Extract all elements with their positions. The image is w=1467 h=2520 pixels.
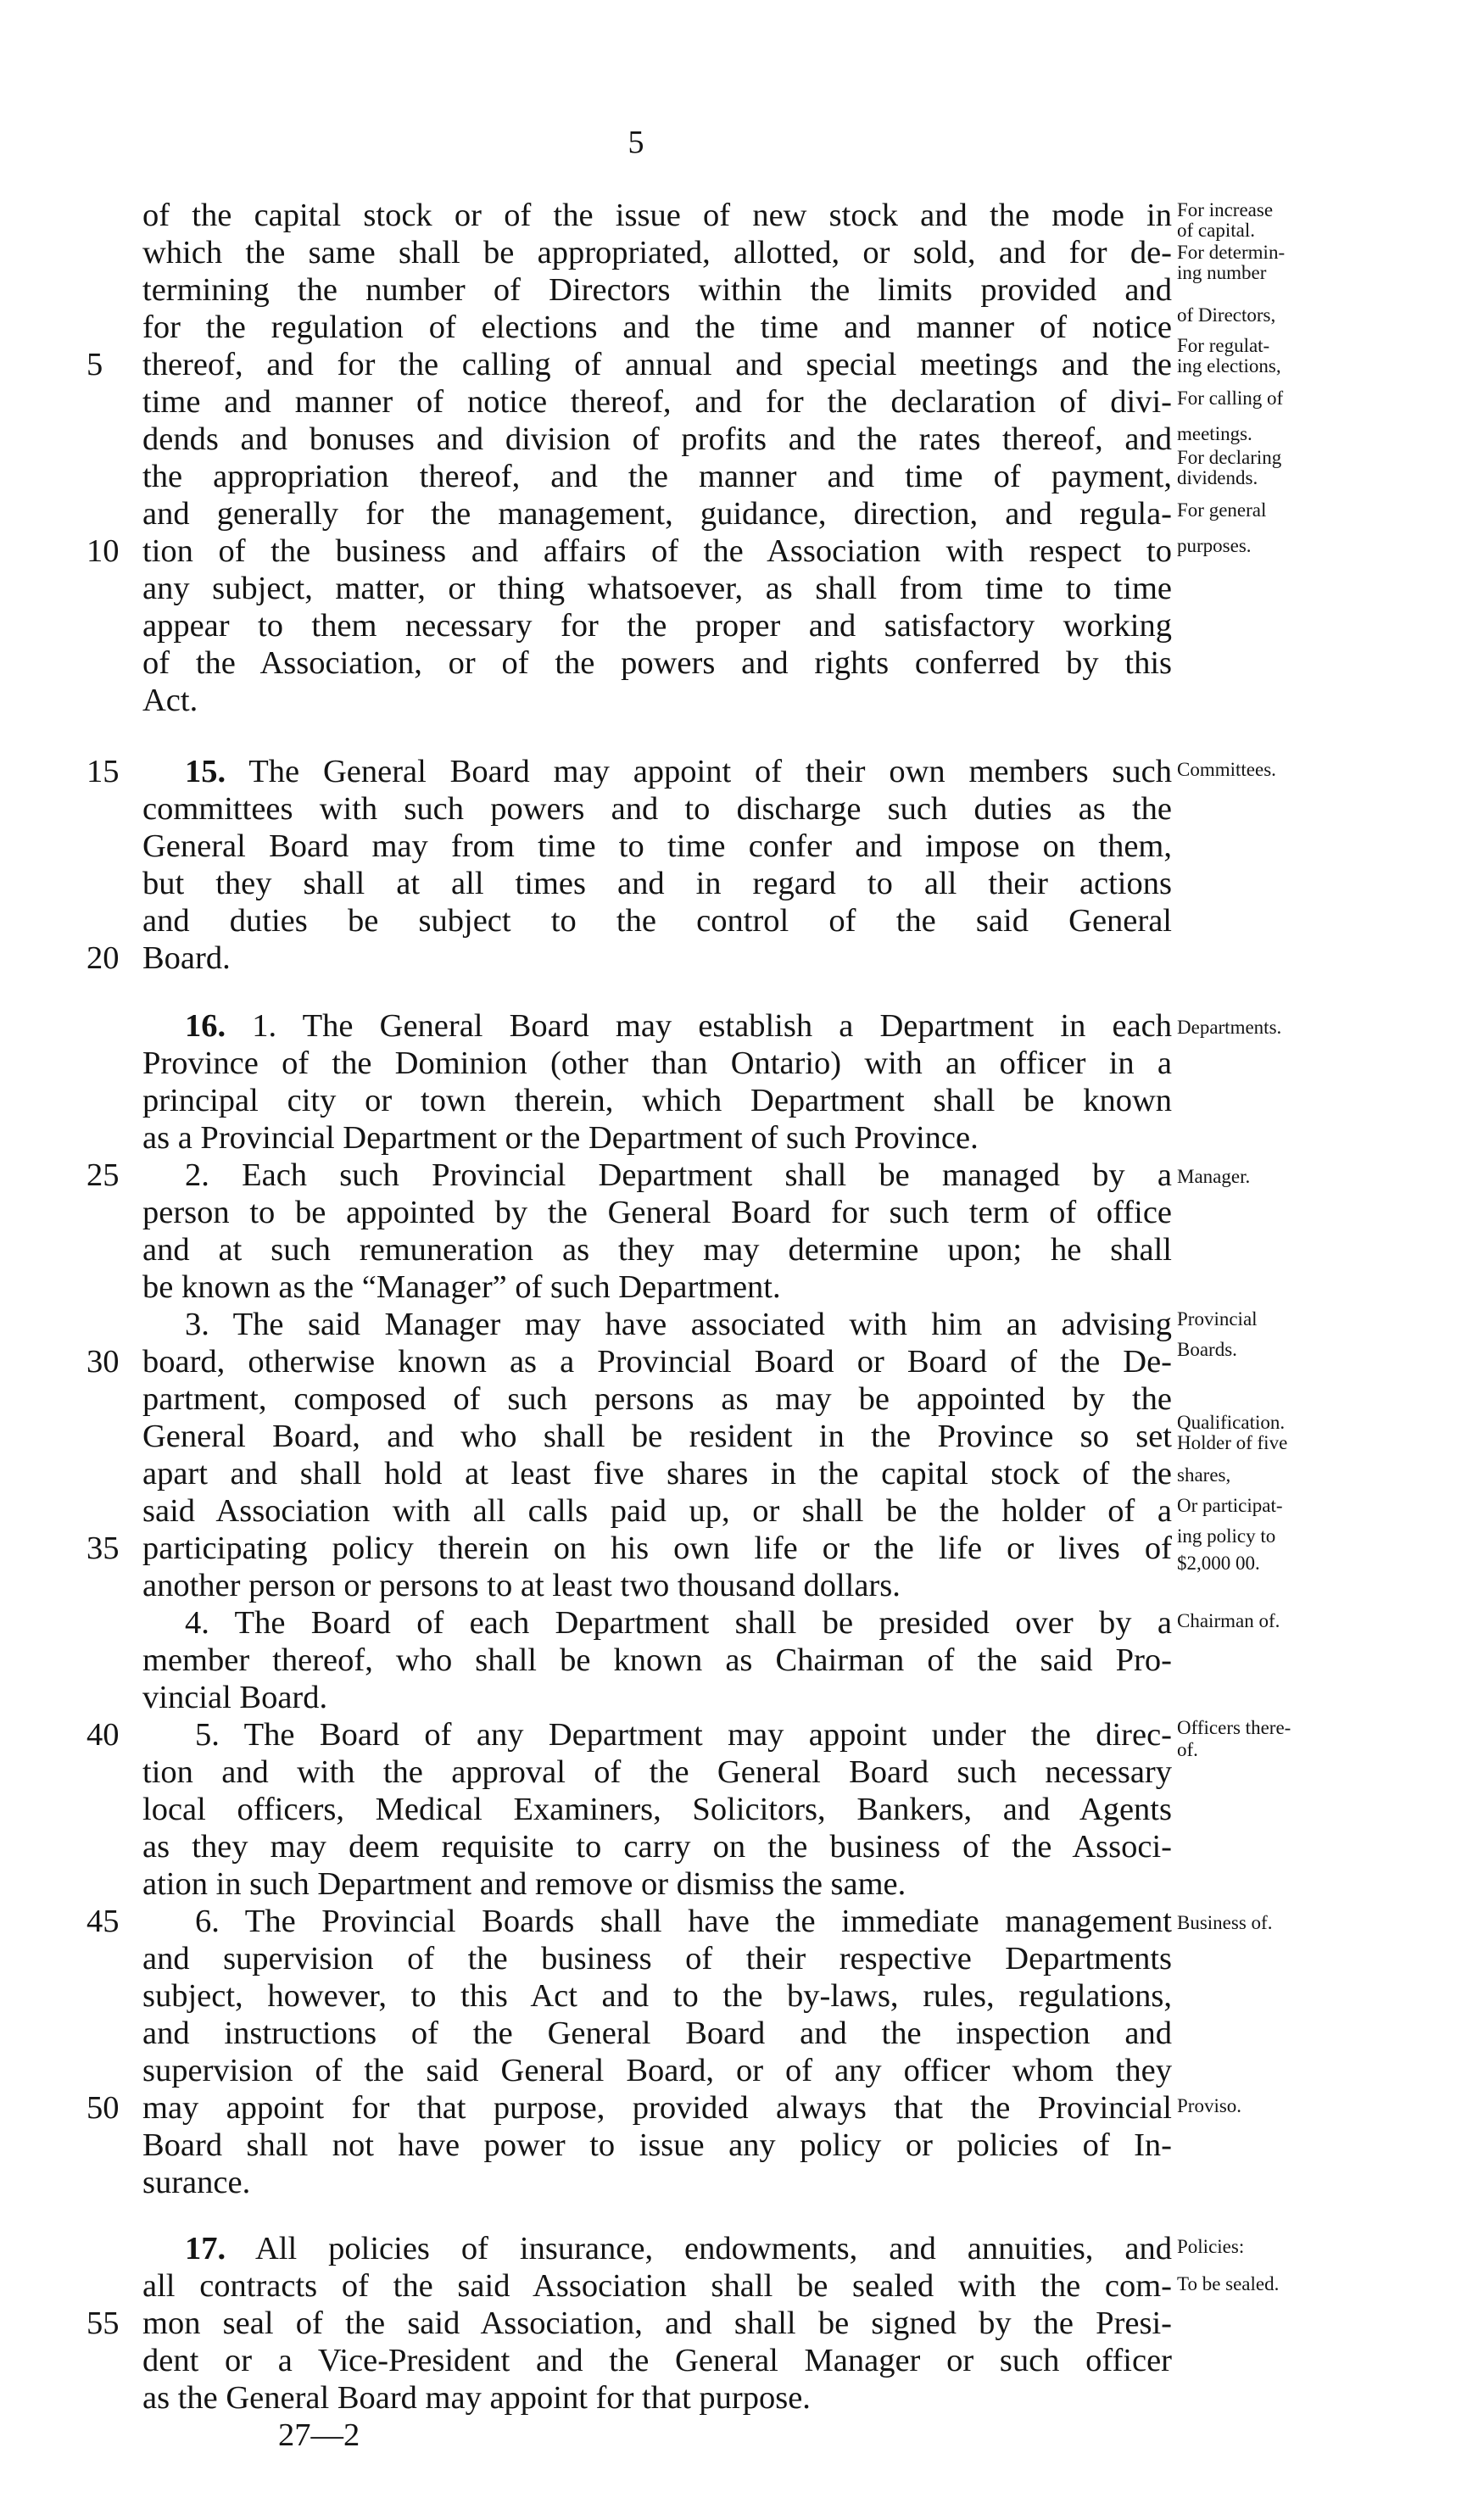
body-line: 4. The Board of each Department shall be presided over by a xyxy=(185,1605,1172,1641)
body-line: as the General Board may appoint for that purpose. xyxy=(142,2380,811,2416)
body-line: of the capital stock or of the issue of new stock and the mode in xyxy=(142,198,1172,233)
body-text: 1. The General Board may establish a Department in each xyxy=(252,1008,1172,1044)
body-text: The General Board may appoint of their own members such xyxy=(248,754,1172,789)
body-line: of the Association, or of the powers and rights conferred by this xyxy=(142,645,1172,681)
marginal-note: Business of. xyxy=(1177,1912,1273,1933)
body-line: local officers, Medical Examiners, Solicitors, Bankers, and Agents xyxy=(142,1792,1172,1827)
marginal-note: For regulat- xyxy=(1177,335,1270,356)
body-line: mon seal of the said Association, and shall be signed by the Presi- xyxy=(142,2305,1172,2341)
marginal-note: $2,000 00. xyxy=(1177,1553,1260,1574)
line-number: 15 xyxy=(86,754,120,789)
section-number: 16. xyxy=(185,1008,226,1044)
body-line: said Association with all calls paid up, or shall be the holder of a xyxy=(142,1493,1172,1529)
section-number: 15. xyxy=(185,754,226,789)
body-line: which the same shall be appropriated, allotted, or sold, and for de- xyxy=(142,235,1172,270)
body-line: member thereof, who shall be known as Chairman of the said Pro- xyxy=(142,1642,1172,1678)
line-number: 50 xyxy=(86,2090,120,2126)
body-line: 2. Each such Provincial Department shall be managed by a xyxy=(185,1157,1172,1193)
body-line: 6. The Provincial Boards shall have the immediate management xyxy=(195,1904,1172,1939)
body-line: termining the number of Directors within the limits provided and xyxy=(142,272,1172,308)
body-line: may appoint for that purpose, provided always that the Provincial xyxy=(142,2090,1172,2126)
marginal-note: ing elections, xyxy=(1177,355,1281,376)
body-line: appear to them necessary for the proper and satisfactory working xyxy=(142,608,1172,644)
line-number: 45 xyxy=(86,1904,120,1939)
section-17-first-line xyxy=(185,2230,1172,2267)
body-line: another person or persons to at least two thousand dollars. xyxy=(142,1568,901,1603)
body-line: but they shall at all times and in regard to all their actions xyxy=(142,866,1172,901)
body-line: committees with such powers and to discharge such duties as the xyxy=(142,791,1172,827)
marginal-note: Or participat- xyxy=(1177,1495,1283,1516)
body-line: person to be appointed by the General Board for such term of office xyxy=(142,1195,1172,1230)
marginal-note: For increase xyxy=(1177,199,1274,220)
line-number: 20 xyxy=(86,940,120,976)
marginal-note: Officers there- xyxy=(1177,1717,1291,1738)
body-line: and instructions of the General Board and the inspection and xyxy=(142,2015,1172,2051)
body-text: All policies of insurance, endowments, and annuities, and xyxy=(254,2231,1172,2266)
line-number: 5 xyxy=(86,347,103,382)
marginal-note: purposes. xyxy=(1177,535,1252,556)
body-line: any subject, matter, or thing whatsoever, as shall from time to time xyxy=(142,571,1172,606)
marginal-note: Holder of five xyxy=(1177,1432,1288,1453)
marginal-note: Qualification. xyxy=(1177,1412,1286,1433)
body-line: apart and shall hold at least five shares in the capital stock of the xyxy=(142,1456,1172,1491)
marginal-note: of Directors, xyxy=(1177,304,1276,326)
line-number: 25 xyxy=(86,1157,120,1193)
marginal-note: For general xyxy=(1177,499,1267,521)
body-line: 3. The said Manager may have associated with him an advising xyxy=(185,1307,1172,1342)
body-line: thereof, and for the calling of annual and special meetings and the xyxy=(142,347,1172,382)
section-15-first-line xyxy=(185,753,1172,790)
marginal-note: To be sealed. xyxy=(1177,2273,1280,2294)
body-line: participating policy therein on his own life or the life or lives of xyxy=(142,1530,1172,1566)
marginal-note: meetings. xyxy=(1177,423,1252,444)
body-line: Act. xyxy=(142,683,198,718)
body-line: General Board, and who shall be resident in the Province so set xyxy=(142,1419,1172,1454)
line-number: 55 xyxy=(86,2305,120,2341)
body-line: and generally for the management, guidance, direction, and regula- xyxy=(142,496,1172,532)
line-number: 30 xyxy=(86,1344,120,1380)
body-line: time and manner of notice thereof, and for the declaration of divi- xyxy=(142,384,1172,420)
body-line: and supervision of the business of their respective Departments xyxy=(142,1941,1172,1976)
body-line: tion and with the approval of the General Board such necessary xyxy=(142,1754,1172,1790)
body-line: for the regulation of elections and the time and manner of notice xyxy=(142,309,1172,345)
marginal-note: Manager. xyxy=(1177,1166,1251,1187)
marginal-note: For calling of xyxy=(1177,387,1284,409)
section-16-first-line xyxy=(185,1007,1172,1045)
body-line: subject, however, to this Act and to the by-laws, rules, regulations, xyxy=(142,1978,1172,2014)
body-line: Board shall not have power to issue any policy or policies of In- xyxy=(142,2127,1172,2163)
marginal-note: of capital. xyxy=(1177,220,1255,241)
body-line: supervision of the said General Board, or of any officer whom they xyxy=(142,2053,1172,2088)
body-line: board, otherwise known as a Provincial Board or Board of the De- xyxy=(142,1344,1172,1380)
marginal-note: Boards. xyxy=(1177,1339,1237,1360)
body-line: be known as the “Manager” of such Department. xyxy=(142,1269,781,1305)
marginal-note: ing number xyxy=(1177,262,1267,283)
body-line: ation in such Department and remove or dismiss the same. xyxy=(142,1866,906,1902)
section-number: 17. xyxy=(185,2231,226,2266)
marginal-note: Committees. xyxy=(1177,759,1276,780)
marginal-note: Departments. xyxy=(1177,1017,1282,1038)
marginal-note: For determin- xyxy=(1177,242,1286,263)
body-line: the appropriation thereof, and the manner and time of payment, xyxy=(142,459,1172,494)
marginal-note: dividends. xyxy=(1177,467,1258,488)
printer-signature-mark: 27—2 xyxy=(278,2417,360,2453)
body-line: vincial Board. xyxy=(142,1680,328,1715)
page-number: 5 xyxy=(628,125,644,160)
line-number: 40 xyxy=(86,1717,120,1753)
marginal-note: Policies: xyxy=(1177,2236,1245,2257)
body-line: as a Provincial Department or the Department of such Province. xyxy=(142,1120,979,1156)
marginal-note: Chairman of. xyxy=(1177,1610,1280,1631)
body-line: General Board may from time to time confer and impose on them, xyxy=(142,828,1172,864)
body-line: Board. xyxy=(142,940,231,976)
body-line: and duties be subject to the control of the said General xyxy=(142,903,1172,939)
line-number: 10 xyxy=(86,533,120,569)
line-number: 35 xyxy=(86,1530,120,1566)
marginal-note: For declaring xyxy=(1177,447,1282,468)
body-line: 5. The Board of any Department may appoint under the direc- xyxy=(195,1717,1172,1753)
body-line: principal city or town therein, which Department shall be known xyxy=(142,1083,1172,1118)
marginal-note: Proviso. xyxy=(1177,2095,1242,2116)
body-line: Province of the Dominion (other than Ontario) with an officer in a xyxy=(142,1045,1172,1081)
body-line: partment, composed of such persons as may be appointed by the xyxy=(142,1381,1172,1417)
marginal-note: shares, xyxy=(1177,1464,1231,1486)
body-line: and at such remuneration as they may determine upon; he shall xyxy=(142,1232,1172,1268)
marginal-note: ing policy to xyxy=(1177,1525,1276,1547)
body-line: dends and bonuses and division of profits and the rates thereof, and xyxy=(142,421,1172,457)
marginal-note: of. xyxy=(1177,1739,1198,1760)
body-line: surance. xyxy=(142,2165,251,2200)
body-line: tion of the business and affairs of the Association with respect to xyxy=(142,533,1172,569)
body-line: all contracts of the said Association shall be sealed with the com- xyxy=(142,2268,1172,2304)
marginal-note: Provincial xyxy=(1177,1308,1258,1330)
body-line: as they may deem requisite to carry on the business of the Associ- xyxy=(142,1829,1172,1865)
body-line: dent or a Vice-President and the General Manager or such officer xyxy=(142,2343,1172,2378)
